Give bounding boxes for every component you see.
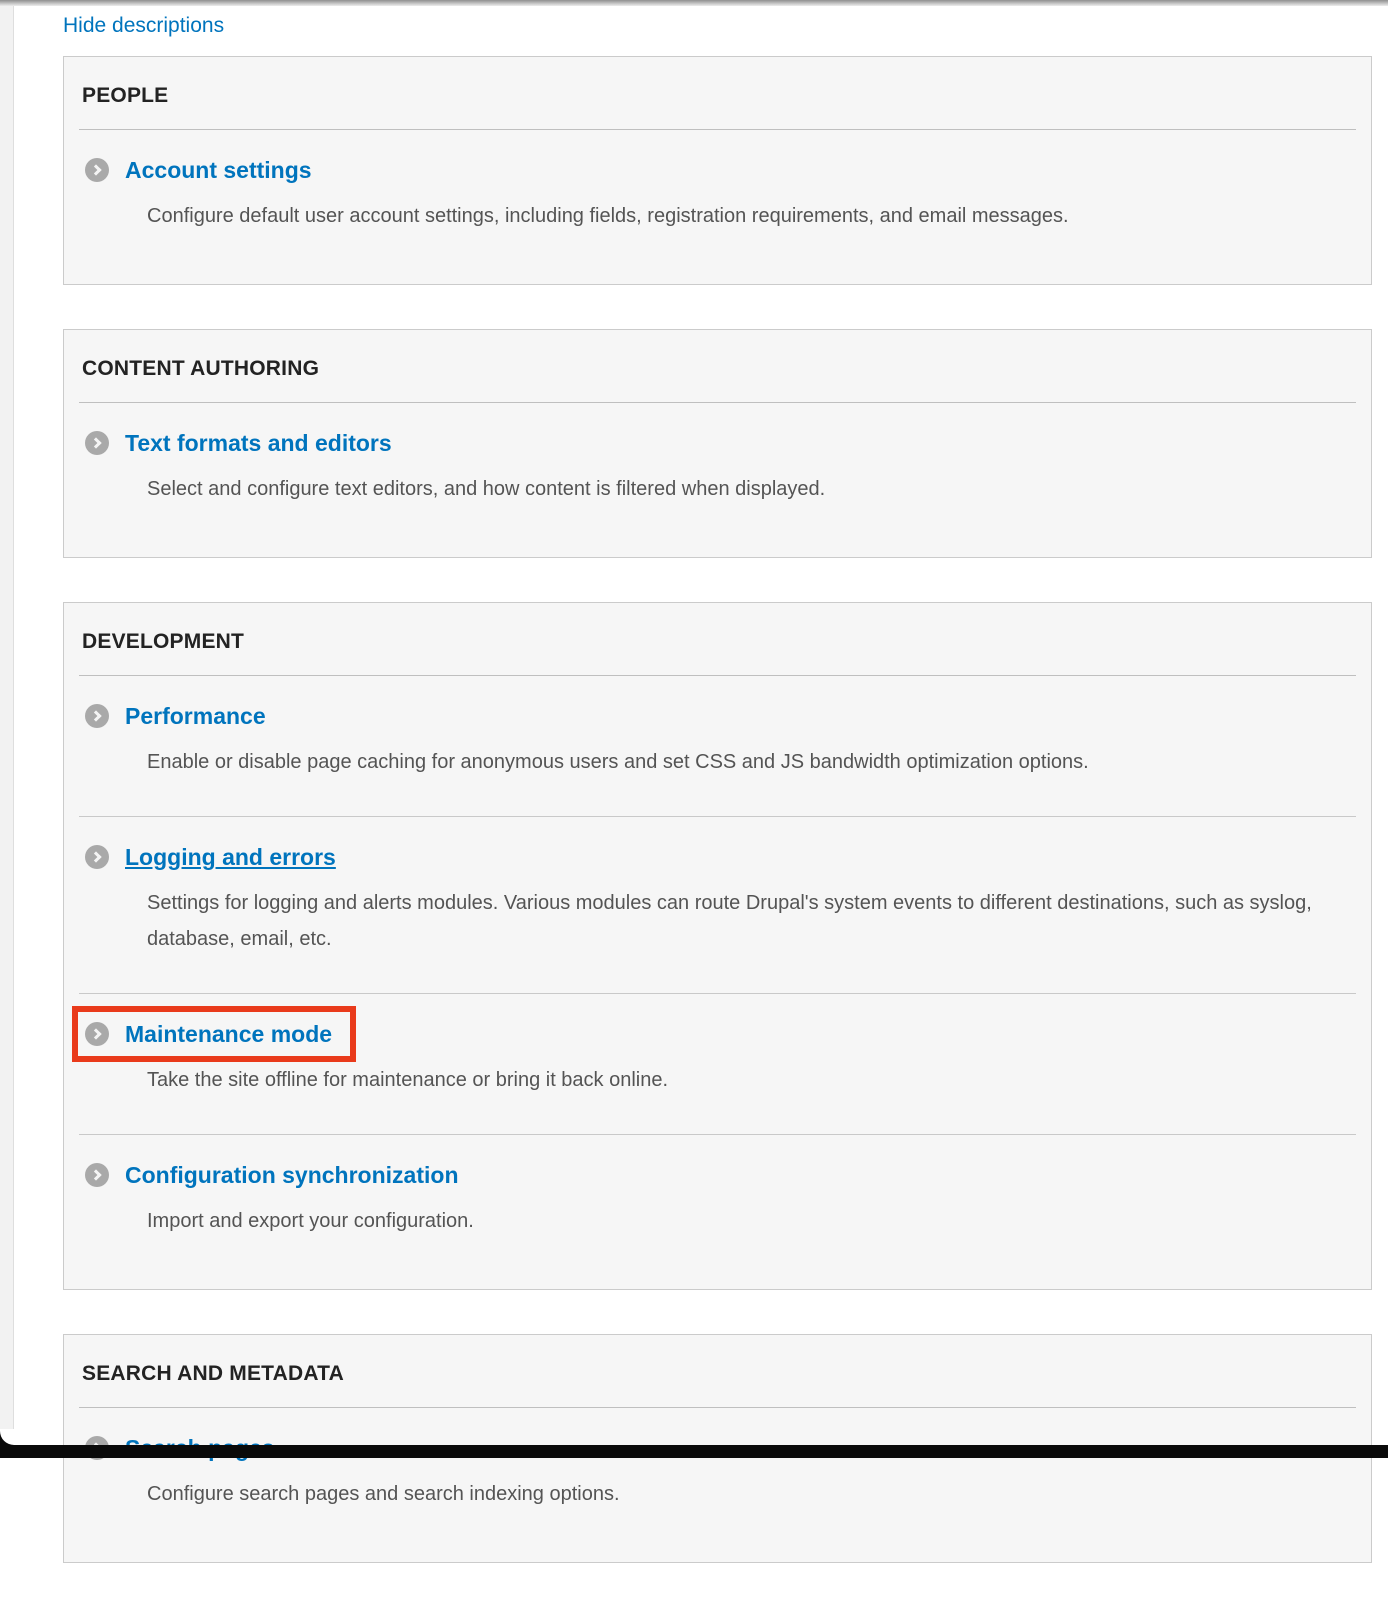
- chevron-right-icon: [85, 845, 109, 869]
- section-heading: DEVELOPMENT: [82, 630, 245, 653]
- section-development: [63, 602, 1372, 1290]
- hide-descriptions-link[interactable]: Hide descriptions: [63, 14, 225, 37]
- text-formats-editors-link[interactable]: Text formats and editors: [125, 430, 392, 456]
- item-description: Settings for logging and alerts modules. Various modules can route Drupal's system events to different destinations, such as syslog, database, email, etc.: [147, 892, 1312, 950]
- item-description: Configure default user account settings, including fields, registration requirements, and email messages.: [147, 205, 1069, 227]
- chevron-glyph: [90, 1028, 101, 1039]
- item-title-row: [85, 156, 312, 184]
- maintenance-mode-link[interactable]: Maintenance mode: [125, 1021, 333, 1047]
- section-heading: PEOPLE: [82, 84, 169, 107]
- config-item-configuration-sync: [79, 1134, 1356, 1275]
- item-title-row: [85, 1161, 459, 1189]
- viewport-left-edge: [0, 4, 14, 1445]
- section-content-authoring: [63, 329, 1372, 558]
- chevron-right-icon: [85, 1163, 109, 1187]
- chevron-right-icon: [85, 158, 109, 182]
- config-item-logging-errors: [79, 816, 1356, 993]
- chevron-glyph: [90, 437, 101, 448]
- chevron-right-icon: [85, 704, 109, 728]
- window-top-shadow: [0, 0, 1388, 6]
- chevron-right-icon: [85, 431, 109, 455]
- chevron-glyph: [90, 1169, 101, 1180]
- performance-link[interactable]: Performance: [125, 703, 266, 729]
- item-description: Import and export your configuration.: [147, 1210, 474, 1232]
- section-heading: CONTENT AUTHORING: [82, 357, 320, 380]
- item-title-row: [85, 843, 336, 871]
- config-item-text-formats: [79, 403, 1356, 543]
- config-item-account-settings: [79, 130, 1356, 270]
- logging-errors-link[interactable]: Logging and errors: [125, 844, 336, 870]
- item-title-row: [85, 702, 266, 730]
- account-settings-link[interactable]: Account settings: [125, 157, 312, 183]
- config-item-performance: [79, 676, 1356, 816]
- item-description: Take the site offline for maintenance or bring it back online.: [147, 1069, 669, 1091]
- config-item-search-pages: [79, 1408, 1356, 1548]
- section-heading: SEARCH AND METADATA: [82, 1362, 345, 1385]
- screen-bottom-edge: [0, 1445, 1388, 1458]
- chevron-glyph: [90, 710, 101, 721]
- item-description: Configure search pages and search indexing options.: [147, 1483, 620, 1505]
- chevron-right-icon: [85, 1022, 109, 1046]
- chevron-glyph: [90, 851, 101, 862]
- item-title-row: [85, 429, 392, 457]
- item-description: Select and configure text editors, and how content is filtered when displayed.: [147, 478, 826, 500]
- section-people: [63, 56, 1372, 285]
- config-item-maintenance-mode: [79, 993, 1356, 1134]
- chevron-glyph: [90, 164, 101, 175]
- item-description: Enable or disable page caching for anonymous users and set CSS and JS bandwidth optimization options.: [147, 751, 1089, 773]
- configuration-synchronization-link[interactable]: Configuration synchronization: [125, 1162, 459, 1188]
- annotation-red-box: [72, 1006, 356, 1062]
- admin-config-page: [63, 6, 1372, 1607]
